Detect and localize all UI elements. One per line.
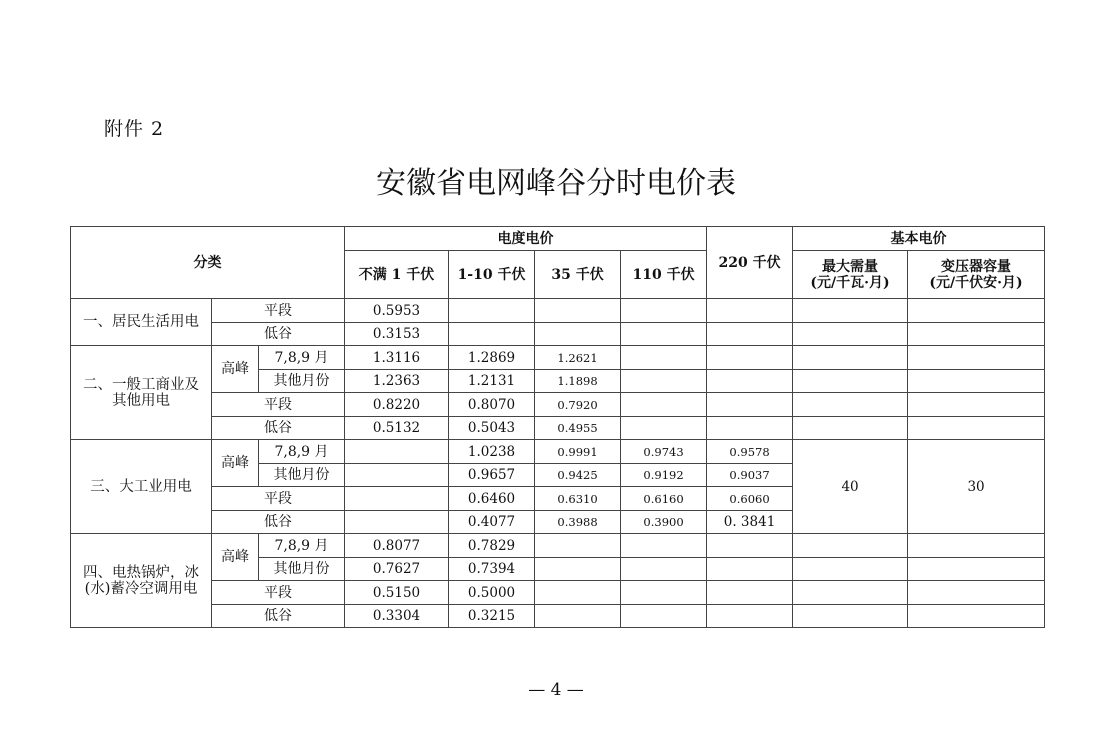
price-cell: 1.3116 bbox=[345, 346, 449, 370]
table-row bbox=[71, 581, 1045, 605]
period-label: 低谷 bbox=[212, 323, 345, 346]
period-label: 低谷 bbox=[212, 605, 345, 628]
header-energy-price: 电度电价 bbox=[345, 227, 707, 251]
price-cell: 0.8220 bbox=[345, 393, 449, 417]
category-industrial: 三、大工业用电 bbox=[71, 440, 212, 534]
period-label: 7,8,9 月 bbox=[259, 534, 345, 558]
price-cell: 0.7920 bbox=[535, 393, 621, 417]
period-label: 平段 bbox=[212, 393, 345, 417]
period-label: 平段 bbox=[212, 581, 345, 605]
max-demand-unit: (元/千瓦·月) bbox=[810, 274, 890, 291]
price-cell: 0.6160 bbox=[621, 487, 707, 511]
peak-label: 高峰 bbox=[212, 440, 259, 487]
transformer-capacity-value: 30 bbox=[908, 440, 1045, 534]
price-cell: 0.9578 bbox=[707, 440, 793, 464]
price-cell: 0.5043 bbox=[449, 417, 535, 440]
price-cell: 0.6060 bbox=[707, 487, 793, 511]
price-cell: 0.7627 bbox=[345, 558, 449, 581]
price-cell: 0.9037 bbox=[707, 464, 793, 487]
header-voltage-110kv: 110 千伏 bbox=[621, 251, 707, 299]
price-cell: 0.4077 bbox=[449, 511, 535, 534]
peak-label: 高峰 bbox=[212, 346, 259, 393]
table-row bbox=[71, 393, 1045, 417]
price-cell: 0.3988 bbox=[535, 511, 621, 534]
table-row bbox=[71, 299, 1045, 323]
table-row bbox=[71, 417, 1045, 440]
price-cell: 1.2869 bbox=[449, 346, 535, 370]
category-residential: 一、居民生活用电 bbox=[71, 299, 212, 346]
peak-label: 高峰 bbox=[212, 534, 259, 581]
price-cell: 0.9991 bbox=[535, 440, 621, 464]
max-demand-value: 40 bbox=[793, 440, 908, 534]
table-row bbox=[71, 605, 1045, 628]
price-cell: 0.9192 bbox=[621, 464, 707, 487]
period-label: 7,8,9 月 bbox=[259, 440, 345, 464]
document-title: 安徽省电网峰谷分时电价表 bbox=[376, 166, 736, 201]
price-cell: 0.3304 bbox=[345, 605, 449, 628]
period-label: 其他月份 bbox=[259, 558, 345, 581]
header-voltage-220kv: 220 千伏 bbox=[707, 227, 793, 299]
table-row bbox=[71, 440, 1045, 464]
price-cell: 1.0238 bbox=[449, 440, 535, 464]
transformer-unit: (元/千伏安·月) bbox=[929, 274, 1023, 291]
price-cell: 1.2131 bbox=[449, 370, 535, 393]
price-cell: 0.5000 bbox=[449, 581, 535, 605]
price-cell: 0.4955 bbox=[535, 417, 621, 440]
category-boiler-cold-storage: 四、电热锅炉，冰(水)蓄冷空调用电 bbox=[71, 534, 212, 628]
header-voltage-below-1kv: 不满 1 千伏 bbox=[345, 251, 449, 299]
period-label: 平段 bbox=[212, 487, 345, 511]
table-row bbox=[71, 323, 1045, 346]
period-label: 低谷 bbox=[212, 511, 345, 534]
attachment-label: 附件 2 bbox=[104, 118, 165, 140]
period-label: 低谷 bbox=[212, 417, 345, 440]
price-cell: 1.2363 bbox=[345, 370, 449, 393]
price-cell: 0.8070 bbox=[449, 393, 535, 417]
header-category: 分类 bbox=[71, 227, 345, 299]
price-cell: 0.9657 bbox=[449, 464, 535, 487]
table-row bbox=[71, 346, 1045, 370]
price-cell: 0.9425 bbox=[535, 464, 621, 487]
price-cell: 0.3153 bbox=[345, 323, 449, 346]
price-cell: 0.8077 bbox=[345, 534, 449, 558]
price-cell: 0.6310 bbox=[535, 487, 621, 511]
price-cell: 0.3215 bbox=[449, 605, 535, 628]
max-demand-label: 最大需量 bbox=[822, 258, 879, 275]
table-row bbox=[71, 534, 1045, 558]
period-label: 平段 bbox=[212, 299, 345, 323]
transformer-label: 变压器容量 bbox=[941, 258, 1012, 275]
price-cell: 1.1898 bbox=[535, 370, 621, 393]
header-basic-price: 基本电价 bbox=[793, 227, 1045, 251]
header-voltage-35kv: 35 千伏 bbox=[535, 251, 621, 299]
price-cell: 0.9743 bbox=[621, 440, 707, 464]
period-label: 7,8,9 月 bbox=[259, 346, 345, 370]
header-transformer-capacity bbox=[908, 251, 1045, 299]
price-cell: 0.5132 bbox=[345, 417, 449, 440]
price-cell: 0. 3841 bbox=[707, 511, 793, 534]
header-voltage-1-10kv: 1-10 千伏 bbox=[449, 251, 535, 299]
price-cell: 0.6460 bbox=[449, 487, 535, 511]
price-cell: 0.7829 bbox=[449, 534, 535, 558]
category-commercial: 二、一般工商业及其他用电 bbox=[71, 346, 212, 440]
period-label: 其他月份 bbox=[259, 464, 345, 487]
price-cell: 0.5150 bbox=[345, 581, 449, 605]
price-cell: 0.7394 bbox=[449, 558, 535, 581]
price-cell: 1.2621 bbox=[535, 346, 621, 370]
price-cell: 0.3900 bbox=[621, 511, 707, 534]
page-number: — 4 — bbox=[528, 680, 584, 700]
price-cell: 0.5953 bbox=[345, 299, 449, 323]
tariff-table bbox=[70, 226, 1045, 628]
period-label: 其他月份 bbox=[259, 370, 345, 393]
header-max-demand bbox=[793, 251, 908, 299]
